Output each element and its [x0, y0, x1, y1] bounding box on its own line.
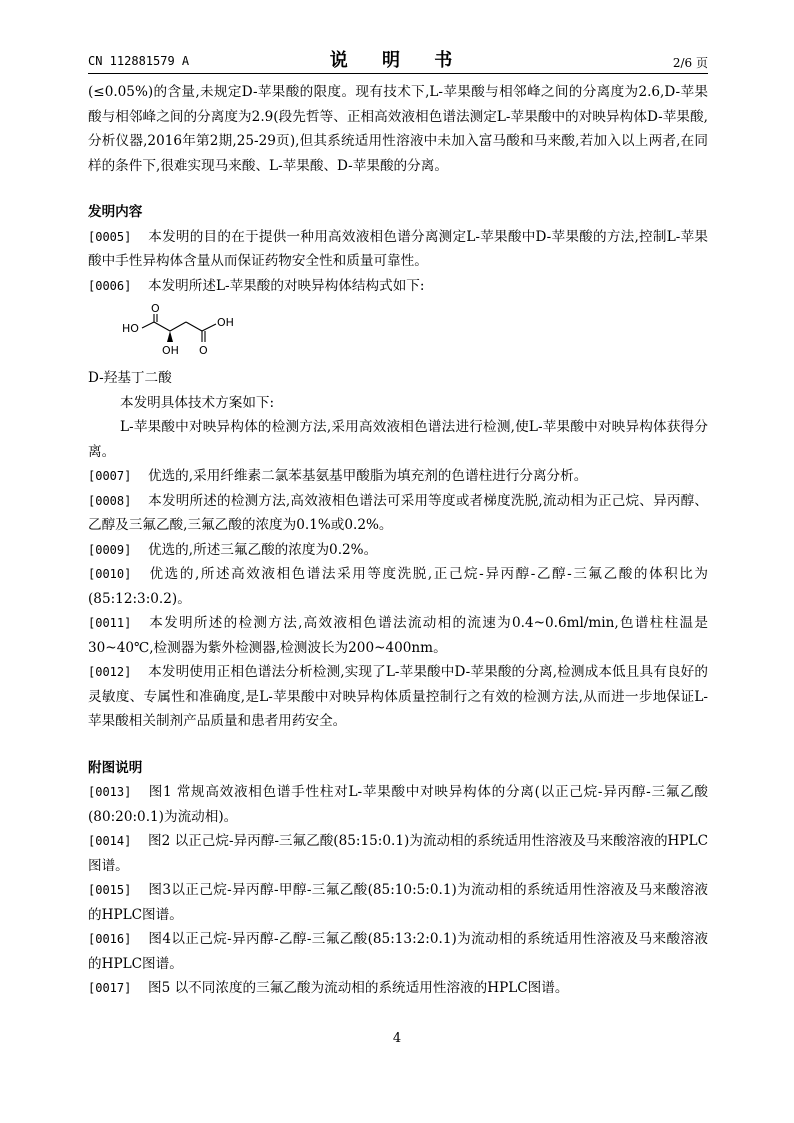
paragraph-0006 [88, 274, 708, 299]
paragraph-tag: [0009] [88, 542, 132, 557]
paragraph-tag: [0012] [88, 665, 132, 679]
technical-scheme-text: L-苹果酸中对映异构体的检测方法,采用高效液相色谱法进行检测,使L-苹果酸中对映异构体获得分离。 [88, 419, 708, 460]
paragraph-text: 图2 以正己烷-异丙醇-三氟乙酸(85:15:0.1)为流动相的系统适用性溶液及马来酸溶液的HPLC图谱。 [88, 833, 708, 874]
paragraph-tag: [0010] [88, 567, 132, 581]
paragraph-tag: [0016] [88, 932, 132, 946]
page-indicator: 2/6 页 [672, 56, 708, 70]
header-rule [88, 73, 708, 74]
document-body [88, 80, 708, 1001]
paragraph-tag: [0011] [88, 616, 132, 630]
d-malic-acid-structure [120, 304, 260, 366]
compound-name: D-羟基丁二酸 [88, 370, 172, 386]
paragraph-tag: [0008] [88, 493, 132, 508]
paragraph-text: 图3以正己烷-异丙醇-甲醇-三氟乙酸(85:10:5:0.1)为流动相的系统适用性溶液及马来酸溶液的HPLC图谱。 [88, 882, 708, 923]
document-title: 说 明 书 [329, 50, 467, 71]
section-title-summary: 发明内容 [88, 204, 143, 220]
patent-number: CN 112881579 A [88, 54, 190, 68]
paragraph-tag: [0015] [88, 883, 132, 897]
paragraph-tag: [0006] [88, 278, 132, 293]
chemical-structure [120, 304, 708, 366]
paragraph-tag: [0017] [88, 981, 132, 995]
paragraph-tag: [0014] [88, 834, 132, 848]
paragraph-text: 图1 常规高效液相色谱手性柱对L-苹果酸中对映异构体的分离(以正己烷-异丙醇-三氟乙酸(80:20:0.1)为流动相)。 [88, 784, 708, 825]
paragraph-0017 [88, 976, 708, 1001]
paragraph-0007 [88, 464, 708, 489]
technical-scheme-intro: 本发明具体技术方案如下: [120, 394, 275, 411]
paragraph-text: 本发明的目的在于提供一种用高效液相色谱分离测定L-苹果酸中D-苹果酸的方法,控制L-苹果酸中手性异构体含量从而保证药物安全性和质量可靠性。 [88, 228, 708, 269]
paragraph-0011 [88, 611, 708, 660]
paragraph-text: 本发明所述的检测方法,高效液相色谱法可采用等度或者梯度洗脱,流动相为正己烷、异丙醇、乙醇及三氟乙酸,三氟乙酸的浓度为0.1%或0.2%。 [88, 492, 708, 533]
intro-paragraph: (≤0.05%)的含量,未规定D-苹果酸的限度。现有技术下,L-苹果酸与相邻峰之间的分离度为2.6,D-苹果酸与相邻峰之间的分离度为2.9(段先哲等、正相高效液相色谱法测定L-苹果酸中的对映异构体D-苹果酸,分析仪器,2016年第2期,25-29页),但其系统适用性溶液中未加入富马酸和马来酸,若加入以上两者,在同样的条件下,很难实现马来酸、L-苹果酸、D-苹果酸的分离。 [88, 84, 708, 174]
paragraph-0014 [88, 829, 708, 878]
paragraph-0016 [88, 927, 708, 976]
paragraph-tag: [0013] [88, 785, 132, 799]
paragraph-0015 [88, 878, 708, 927]
section-title-figures: 附图说明 [88, 759, 143, 776]
paragraph-text: 本发明所述L-苹果酸的对映异构体结构式如下: [148, 277, 425, 294]
paragraph-text: 优选的,所述三氟乙酸的浓度为0.2%。 [148, 541, 378, 558]
paragraph-text: 图4以正己烷-异丙醇-乙醇-三氟乙酸(85:13:2:0.1)为流动相的系统适用性溶液及马来酸溶液的HPLC图谱。 [88, 931, 708, 972]
paragraph-0010 [88, 562, 708, 611]
oxygen-label-top: O [151, 304, 160, 315]
page-number: 4 [392, 1031, 402, 1046]
paragraph-0012 [88, 660, 708, 734]
paragraph-0008 [88, 489, 708, 538]
paragraph-text: 本发明所述的检测方法,高效液相色谱法流动相的流速为0.4~0.6ml/min,色谱柱柱温是30~40℃,检测器为紫外检测器,检测波长为200~400nm。 [88, 615, 708, 656]
paragraph-tag: [0005] [88, 229, 132, 244]
hydroxyl-label-left: HO [122, 322, 139, 335]
paragraph-text: 图5 以不同浓度的三氟乙酸为流动相的系统适用性溶液的HPLC图谱。 [148, 980, 569, 996]
paragraph-text: 本发明使用正相色谱法分析检测,实现了L-苹果酸中D-苹果酸的分离,检测成本低且具有良好的灵敏度、专属性和准确度,是L-苹果酸中对映异构体质量控制行之有效的检测方法,从而进一步地保证L-苹果酸相关制剂产品质量和患者用药安全。 [88, 664, 708, 729]
paragraph-0013 [88, 780, 708, 829]
page-header [88, 46, 708, 74]
paragraph-text: 优选的,采用纤维素二氯苯基氨基甲酸脂为填充剂的色谱柱进行分离分析。 [148, 468, 588, 484]
oxygen-label-bottom: O [199, 344, 208, 357]
paragraph-0009 [88, 538, 708, 563]
paragraph-tag: [0007] [88, 469, 132, 483]
hydroxyl-label-bottom: OH [162, 344, 179, 357]
hydroxyl-label-right: OH [217, 316, 234, 329]
paragraph-text: 优选的,所述高效液相色谱法采用等度洗脱,正己烷-异丙醇-乙醇-三氟乙酸的体积比为(85:12:3:0.2)。 [88, 566, 708, 607]
paragraph-0005 [88, 225, 708, 274]
